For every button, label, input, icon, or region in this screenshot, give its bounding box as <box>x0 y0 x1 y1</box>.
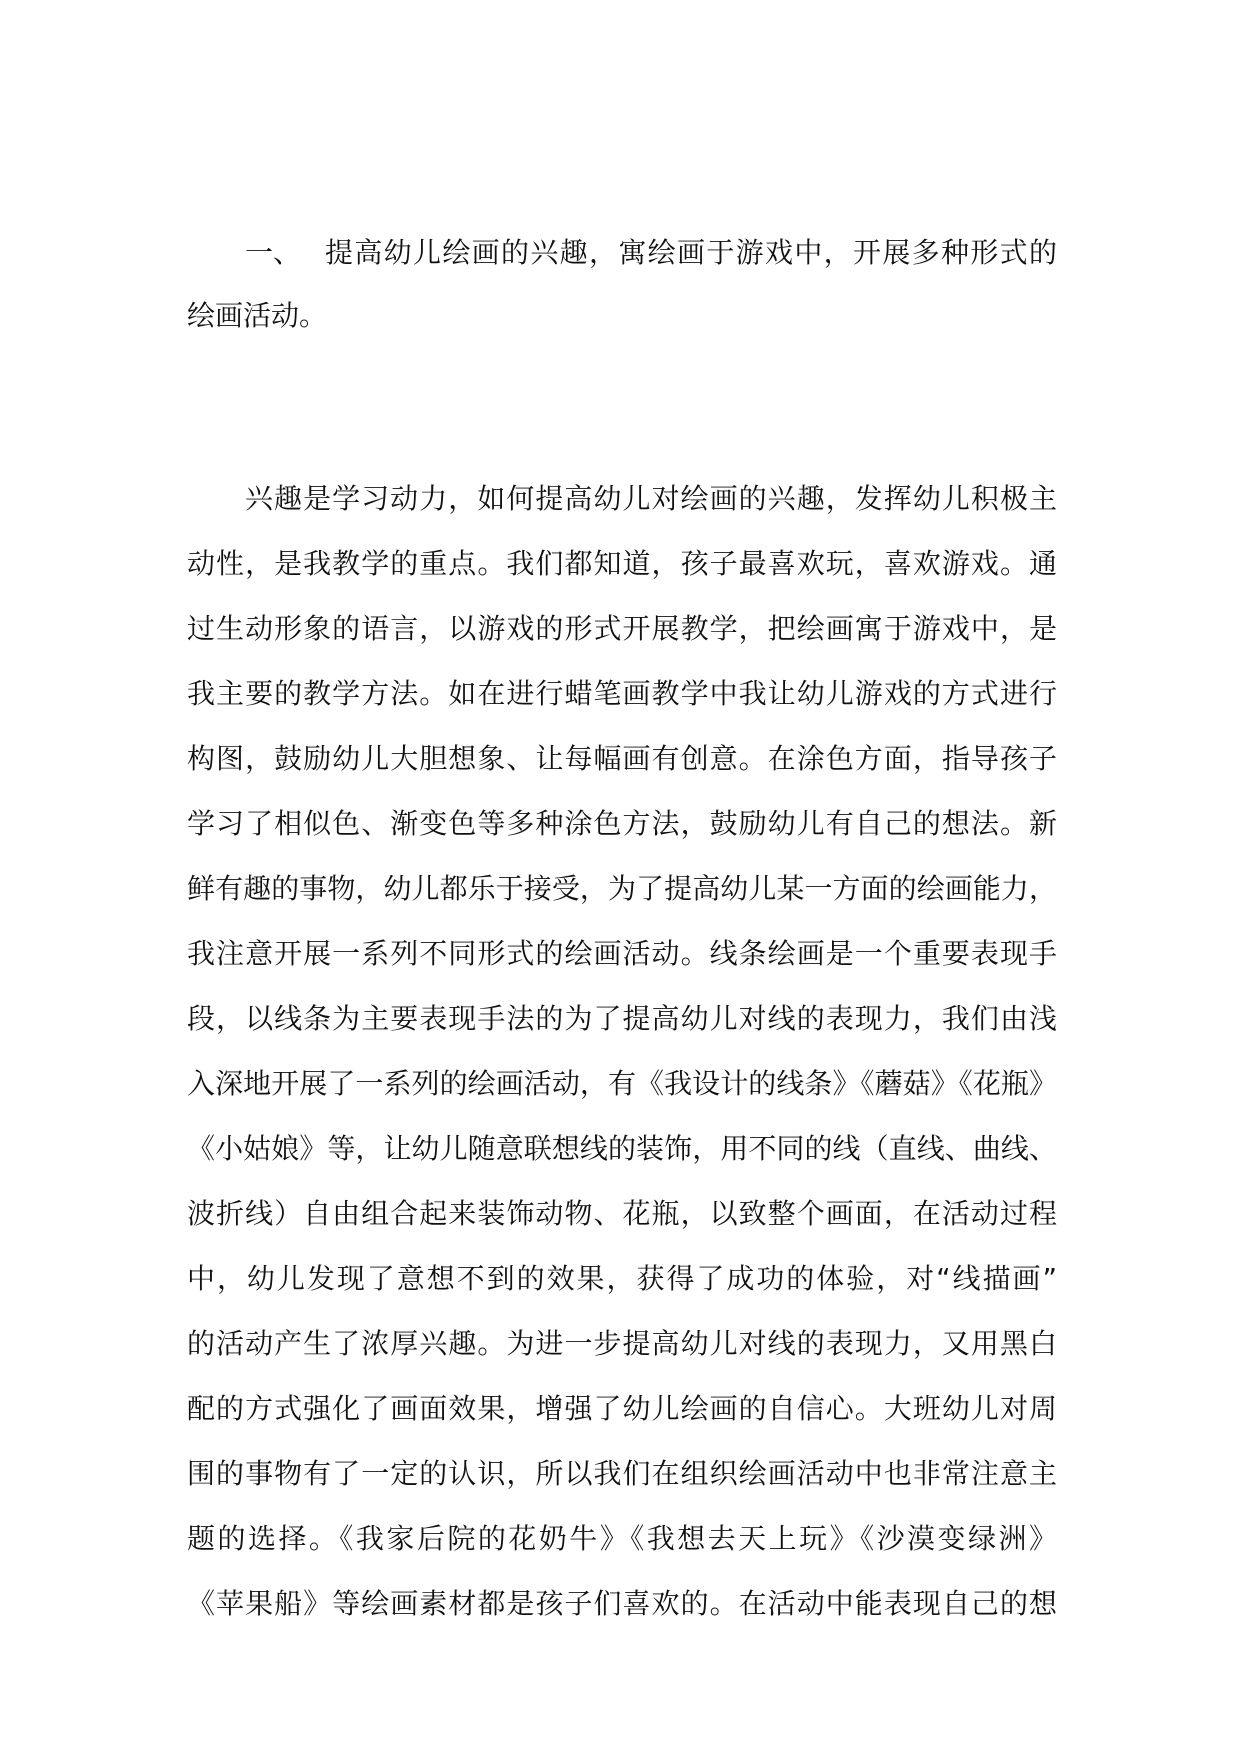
section-heading <box>187 218 1057 283</box>
paragraph-line: 《小姑娘》等，让幼儿随意联想线的装饰，用不同的线（直线、曲线、 <box>187 1132 1057 1165</box>
paragraph-line: 入深地开展了一系列的绘画活动，有《我设计的线条》《蘑菇》《花瓶》 <box>187 1067 1057 1100</box>
paragraph-line: 鲜有趣的事物，幼儿都乐于接受，为了提高幼儿某一方面的绘画能力， <box>187 872 1057 905</box>
paragraph-line: 波折线）自由组合起来装饰动物、花瓶，以致整个画面，在活动过程 <box>187 1197 1057 1230</box>
paragraph-line: 《苹果船》等绘画素材都是孩子们喜欢的。在活动中能表现自己的想 <box>187 1587 1057 1620</box>
paragraph-line: 我主要的教学方法。如在进行蜡笔画教学中我让幼儿游戏的方式进行 <box>187 677 1057 710</box>
paragraph-line: 我注意开展一系列不同形式的绘画活动。线条绘画是一个重要表现手 <box>187 937 1057 970</box>
paragraph-line: 的活动产生了浓厚兴趣。为进一步提高幼儿对线的表现力，又用黑白 <box>187 1327 1057 1360</box>
paragraph-line: 配的方式强化了画面效果，增强了幼儿绘画的自信心。大班幼儿对周 <box>187 1392 1057 1425</box>
paragraph-line: 过生动形象的语言，以游戏的形式开展教学，把绘画寓于游戏中，是 <box>187 612 1057 645</box>
body-paragraph <box>187 466 1057 1636</box>
section-heading-line-1: 提高幼儿绘画的兴趣，寓绘画于游戏中，开展多种形式的 <box>325 235 1057 269</box>
paragraph-line: 学习了相似色、渐变色等多种涂色方法，鼓励幼儿有自己的想法。新 <box>187 807 1057 840</box>
paragraph-line: 动性，是我教学的重点。我们都知道，孩子最喜欢玩，喜欢游戏。通 <box>187 547 1057 580</box>
paragraph-line: 题的选择。《我家后院的花奶牛》《我想去天上玩》《沙漠变绿洲》 <box>187 1522 1057 1555</box>
document-body <box>187 218 1057 1636</box>
section-heading-line-2: 绘画活动。 <box>187 299 328 332</box>
paragraph-line: 构图，鼓励幼儿大胆想象、让每幅画有创意。在涂色方面，指导孩子 <box>187 742 1057 775</box>
paragraph-line: 围的事物有了一定的认识，所以我们在组织绘画活动中也非常注意主 <box>187 1457 1057 1490</box>
paragraph-line: 兴趣是学习动力，如何提高幼儿对绘画的兴趣，发挥幼儿积极主 <box>245 482 1057 515</box>
paragraph-spacer <box>187 348 1057 466</box>
section-number: 一、 <box>245 235 302 269</box>
paragraph-line: 段，以线条为主要表现手法的为了提高幼儿对线的表现力，我们由浅 <box>187 1002 1057 1035</box>
paragraph-line: 中，幼儿发现了意想不到的效果，获得了成功的体验，对“线描画” <box>187 1262 1057 1295</box>
